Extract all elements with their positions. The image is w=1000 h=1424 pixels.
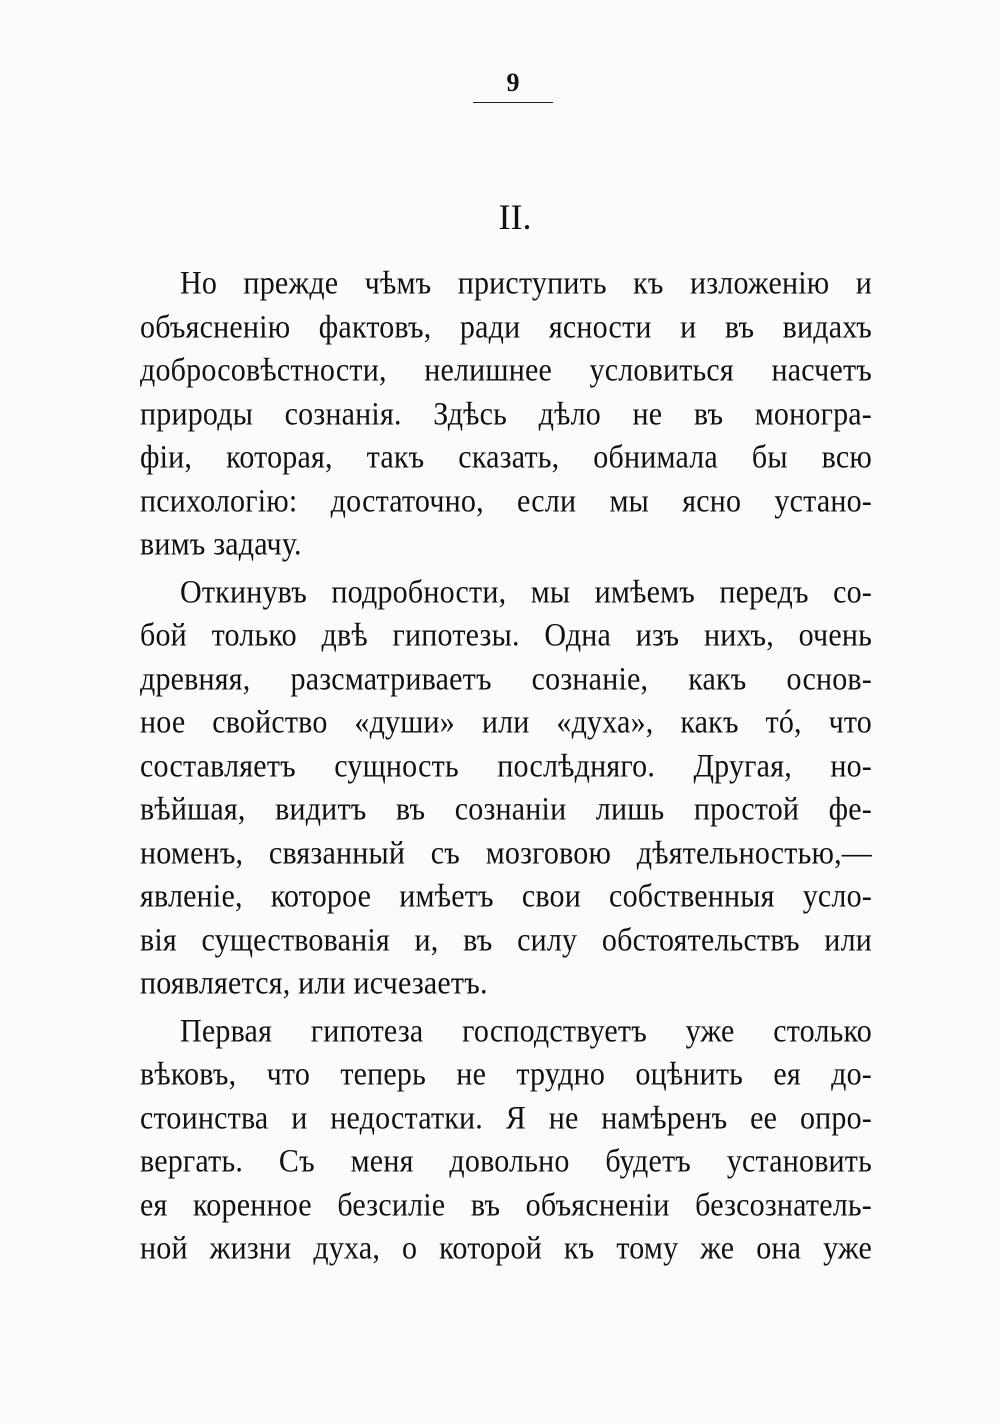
text-line: фіи, которая, такъ сказать, обнимала бы всю <box>140 439 872 476</box>
text-line: появляется, или исчезаетъ. <box>140 965 488 1002</box>
text-line: ной жизни духа, о которой къ тому же она уже <box>140 1230 872 1267</box>
text-line: Но прежде чѣмъ приступить къ изложенію и <box>180 265 872 302</box>
text-line: вимъ задачу. <box>140 526 302 563</box>
paragraph-3 <box>140 1010 872 1271</box>
text-line: ное свойство «души» или «духа», какъ тó, что <box>140 704 872 741</box>
text-line: вія существованія и, въ силу обстоятельствъ или <box>140 922 872 958</box>
text-line: Первая гипотеза господствуетъ уже столько <box>180 1013 872 1049</box>
text-line: явленіе, которое имѣетъ свои собственныя усло- <box>140 878 872 915</box>
paragraph-2 <box>140 571 872 1006</box>
text-line: психологію: достаточно, если мы ясно устано- <box>140 483 872 519</box>
text-line: Откинувъ подробности, мы имѣемъ передъ со- <box>180 574 872 610</box>
text-line: древняя, разсматриваетъ сознаніе, какъ основ- <box>140 661 872 697</box>
body-text <box>140 262 872 1271</box>
text-line: номенъ, связанный съ мозговою дѣятельностью,— <box>140 835 872 871</box>
page-number-rule <box>473 102 553 103</box>
section-heading: II. <box>498 197 532 237</box>
text-line: ея коренное безсиліе въ объясненіи безсознатель- <box>140 1187 872 1223</box>
page-number: 9 <box>506 68 520 97</box>
text-line: вергать. Съ меня довольно будетъ установить <box>140 1143 872 1180</box>
text-line: добросовѣстности, нелишнее условиться насчетъ <box>140 352 872 389</box>
text-line: вѣйшая, видитъ въ сознаніи лишь простой фе- <box>140 791 872 828</box>
paragraph-1 <box>140 262 872 567</box>
text-line: стоинства и недостатки. Я не намѣренъ ее опро- <box>140 1100 872 1136</box>
text-line: бой только двѣ гипотезы. Одна изъ нихъ, очень <box>140 617 872 654</box>
text-line: составляетъ сущность послѣдняго. Другая, но- <box>140 748 872 784</box>
text-line: объясненію фактовъ, ради ясности и въ видахъ <box>140 309 872 345</box>
text-line: вѣковъ, что теперь не трудно оцѣнить ея до- <box>140 1056 872 1093</box>
text-line: природы сознанія. Здѣсь дѣло не въ моногра- <box>140 396 872 432</box>
